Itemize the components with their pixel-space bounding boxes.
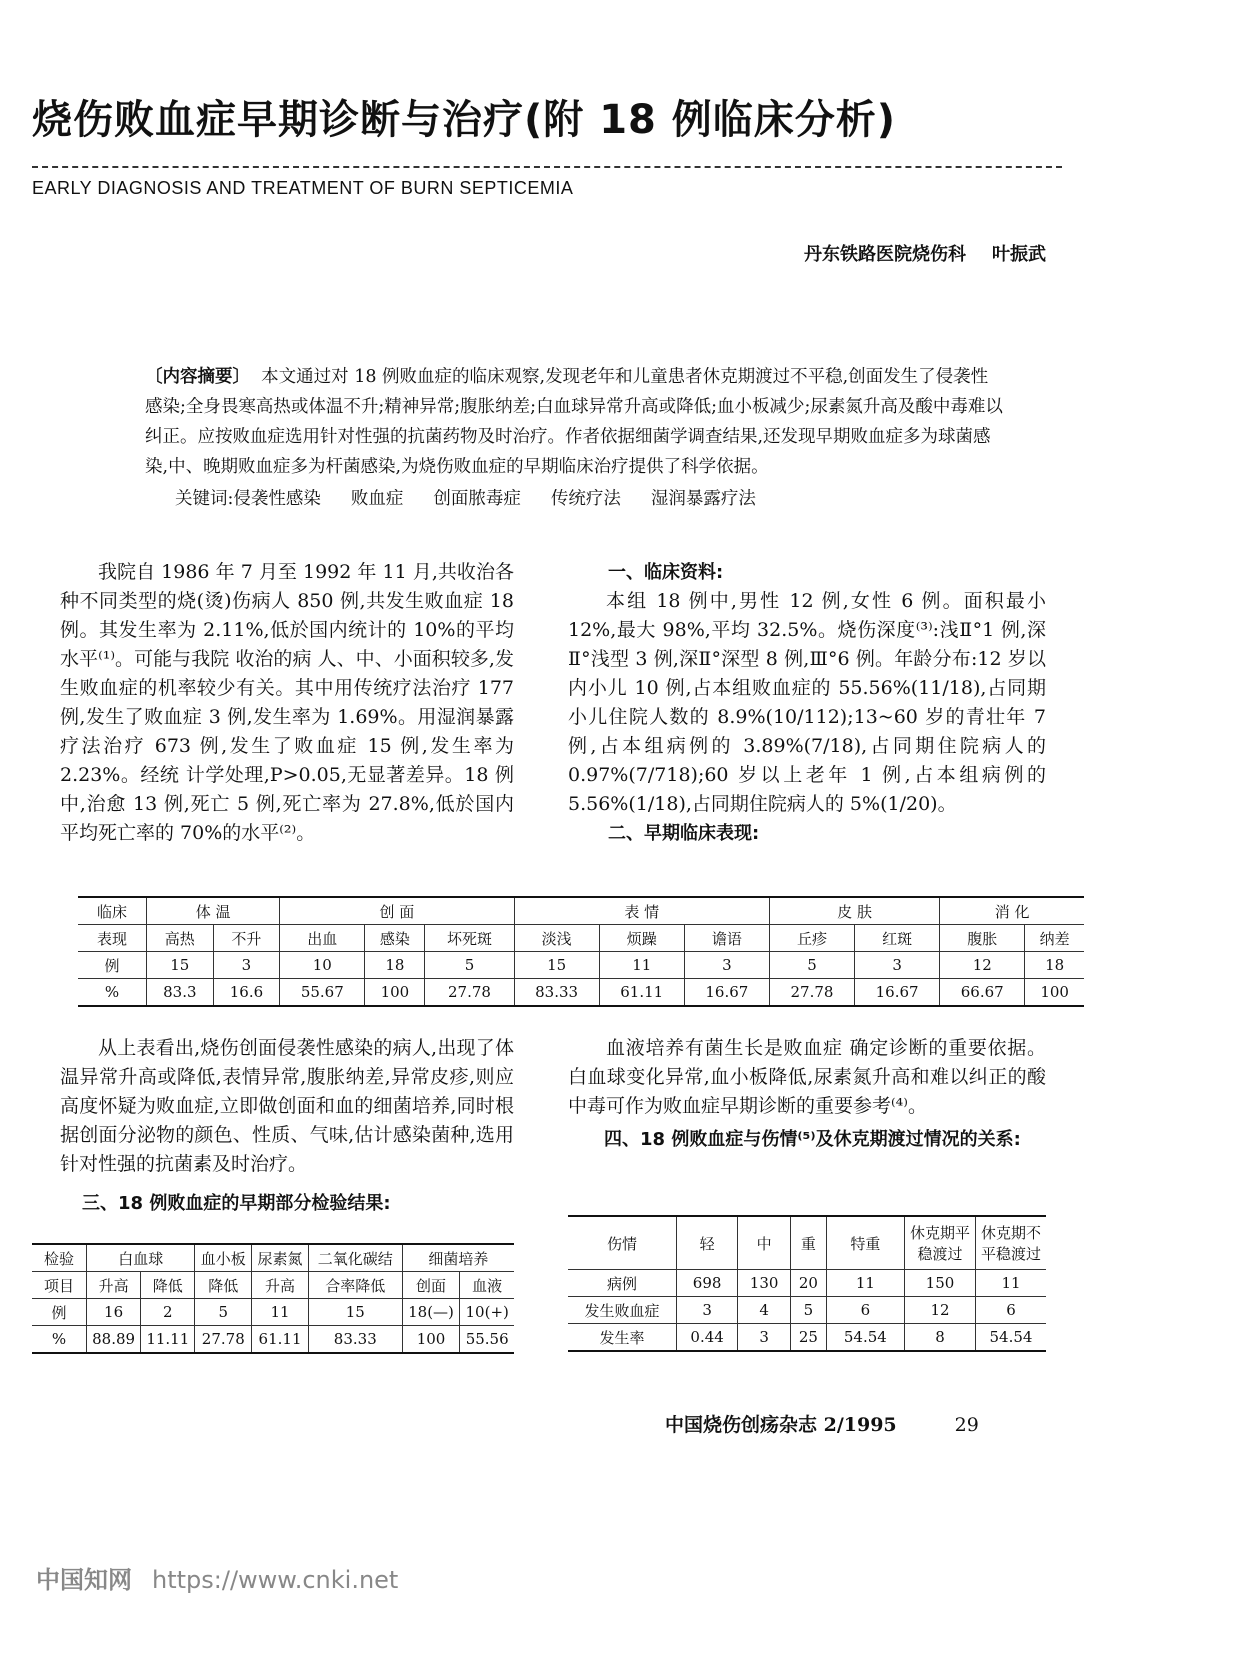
table-cell: 升高	[87, 1272, 141, 1299]
table-cell: 纳差	[1025, 925, 1084, 952]
table-cell: 出血	[280, 925, 365, 952]
table-cell: 淡浅	[514, 925, 599, 952]
clinical-signs-table	[78, 896, 1084, 1007]
table-cell: 698	[677, 1270, 738, 1297]
table-cell: 88.89	[87, 1326, 141, 1354]
table-cell: 150	[905, 1270, 976, 1297]
table-cell: 16	[87, 1299, 141, 1326]
english-title: EARLY DIAGNOSIS AND TREATMENT OF BURN SEPTICEMIA	[32, 178, 574, 198]
table-cell: 腹胀	[940, 925, 1025, 952]
table-cell: 61.11	[599, 979, 684, 1007]
row-header: 病例	[568, 1270, 677, 1297]
table-cell: 中	[738, 1216, 791, 1270]
lab-results-table	[32, 1243, 514, 1354]
group-header: 创 面	[280, 897, 514, 925]
watermark-url[interactable]: https://www.cnki.net	[152, 1566, 399, 1594]
table-cell: 27.78	[195, 1326, 252, 1354]
table-cell: 11	[826, 1270, 904, 1297]
row-header: 例	[32, 1299, 87, 1326]
table-cell: 休克期平稳渡过	[905, 1216, 976, 1270]
table-cell: 12	[905, 1297, 976, 1324]
row-header: 检验	[43, 1249, 74, 1268]
table-cell: 130	[738, 1270, 791, 1297]
keyword: 败血症	[350, 489, 404, 509]
table-cell: 升高	[252, 1272, 309, 1299]
table-cell: 坏死斑	[425, 925, 514, 952]
table-cell: 54.54	[976, 1324, 1047, 1352]
group-header: 白血球	[87, 1244, 195, 1272]
table-cell: 创面	[402, 1272, 460, 1299]
table-cell: 6	[826, 1297, 904, 1324]
table-cell: 100	[402, 1326, 460, 1354]
watermark-brand: 中国知网	[36, 1566, 132, 1594]
page-footer	[665, 1410, 979, 1437]
section-4-heading: 四、18 例败血症与伤情⁽⁵⁾及休克期渡过情况的关系:	[604, 1129, 1021, 1150]
title-rule	[32, 166, 1062, 168]
page-title: 烧伤败血症早期诊断与治疗(附 18 例临床分析)	[32, 97, 897, 143]
table-cell: 感染	[365, 925, 425, 952]
table-cell: 27.78	[769, 979, 854, 1007]
table-cell: 55.67	[280, 979, 365, 1007]
table-cell: 16.67	[684, 979, 769, 1007]
table-cell: 15	[514, 952, 599, 979]
table-cell: 25	[790, 1324, 826, 1352]
abstract	[145, 362, 1005, 514]
table-cell: 15	[147, 952, 214, 979]
table-cell: 54.54	[826, 1324, 904, 1352]
group-header: 消 化	[940, 897, 1084, 925]
table-cell: 83.33	[514, 979, 599, 1007]
group-header: 二氧化碳结	[308, 1244, 402, 1272]
journal-name: 中国烧伤创疡杂志 2/1995	[665, 1414, 897, 1436]
row-header: 伤情	[606, 1234, 637, 1253]
section-2-heading: 二、早期临床表现:	[608, 823, 760, 844]
table-cell: 0.44	[677, 1324, 738, 1352]
table-cell: 谵语	[684, 925, 769, 952]
keyword: 创面脓毒症	[433, 489, 521, 509]
table-cell: 20	[790, 1270, 826, 1297]
table-cell: 血液	[460, 1272, 514, 1299]
table-cell: 降低	[141, 1272, 195, 1299]
table-cell: 16.6	[213, 979, 280, 1007]
table-cell: 3	[684, 952, 769, 979]
table-cell: 100	[365, 979, 425, 1007]
table-cell: 11.11	[141, 1326, 195, 1354]
table-cell: 18	[365, 952, 425, 979]
table-cell: 11	[599, 952, 684, 979]
discussion-paragraph: 从上表看出,烧伤创面侵袭性感染的病人,出现了体温异常升高或降低,表情异常,腹胀纳差,异常皮疹,则应高度怀疑为败血症,立即做创面和血的细菌培养,同时根据创面分泌物的颜色、性质、气味,估计感染菌种,选用针对性强的抗菌素及时治疗。	[60, 1037, 514, 1175]
table-cell: 红斑	[855, 925, 940, 952]
table-cell: 合率降低	[308, 1272, 402, 1299]
table-cell: 11	[976, 1270, 1047, 1297]
table-cell: 休克期不平稳渡过	[976, 1216, 1047, 1270]
page-number: 29	[954, 1414, 979, 1436]
discussion-column-right	[568, 1034, 1046, 1154]
table-cell: 5	[195, 1299, 252, 1326]
author-name: 叶振武	[992, 244, 1046, 265]
keywords	[145, 484, 1005, 514]
table-cell: 轻	[677, 1216, 738, 1270]
table-cell: 重	[790, 1216, 826, 1270]
group-header: 皮 肤	[769, 897, 939, 925]
section-3-heading: 三、18 例败血症的早期部分检验结果:	[82, 1193, 391, 1214]
table-cell: 烦躁	[599, 925, 684, 952]
table-cell: 5	[769, 952, 854, 979]
row-header: 例	[78, 952, 147, 979]
table-cell: 55.56	[460, 1326, 514, 1354]
row-header: 表现	[78, 925, 147, 952]
group-header: 血小板	[195, 1244, 252, 1272]
diagnosis-paragraph: 血液培养有菌生长是败血症 确定诊断的重要依据。白血球变化异常,血小板降低,尿素氮升高和难以纠正的酸中毒可作为败血症早期诊断的重要参考⁽⁴⁾。	[568, 1037, 1046, 1117]
table-cell: 8	[905, 1324, 976, 1352]
section-1-heading: 一、临床资料:	[608, 562, 724, 583]
author-affiliation: 丹东铁路医院烧伤科	[804, 244, 966, 265]
table-cell: 3	[738, 1324, 791, 1352]
author-line	[804, 240, 1046, 266]
table-cell: 66.67	[940, 979, 1025, 1007]
group-header: 细菌培养	[402, 1244, 514, 1272]
table-cell: 3	[677, 1297, 738, 1324]
row-header: %	[32, 1326, 87, 1354]
row-header: 临床	[96, 902, 127, 921]
row-header: 项目	[32, 1272, 87, 1299]
keywords-label: 关键词:	[175, 489, 234, 509]
row-header: 发生率	[568, 1324, 677, 1352]
group-header: 尿素氮	[252, 1244, 309, 1272]
abstract-text: 本文通过对 18 例败血症的临床观察,发现老年和儿童患者休克期渡过不平稳,创面发生了侵袭性感染;全身畏寒高热或体温不升;精神异常;腹胀纳差;白血球异常升高或降低;血小板减少;尿素氮升高及酸中毒难以纠正。应按败血症选用针对性强的抗菌药物及时治疗。作者依据细菌学调查结果,还发现早期败血症多为球菌感染,中、晚期败血症多为杆菌感染,为烧伤败血症的早期临床治疗提供了科学依据。	[145, 367, 1003, 477]
table-cell: 18(—)	[402, 1299, 460, 1326]
table-cell: 高热	[147, 925, 214, 952]
table-cell: 83.3	[147, 979, 214, 1007]
keyword: 传统疗法	[550, 489, 621, 509]
table-cell: 特重	[826, 1216, 904, 1270]
table-cell: 12	[940, 952, 1025, 979]
abstract-label: 〔内容摘要〕	[145, 367, 250, 387]
discussion-column-left	[60, 1034, 514, 1218]
table-cell: 83.33	[308, 1326, 402, 1354]
table-cell: 4	[738, 1297, 791, 1324]
table-cell: 10(+)	[460, 1299, 514, 1326]
table-cell: 降低	[195, 1272, 252, 1299]
section-1-text: 本组 18 例中,男性 12 例,女性 6 例。面积最小 12%,最大 98%,平均 32.5%。烧伤深度⁽³⁾:浅Ⅱ°1 例,深Ⅱ°浅型 3 例,深Ⅱ°深型 8 例,Ⅲ°6 例。年龄分布:12 岁以内小儿 10 例,占本组败血症的 55.56%(11/18),占同期小儿住院人数的 8.9%(10/112);13~60 岁的青壮年 7 例,占本组病例的 3.89%(7/18),占同期住院病人的 0.97%(7/718);60 岁以上老年 1 例,占本组病例的 5.56%(1/18),占同期住院病人的 5%(1/20)。	[568, 590, 1046, 815]
table-cell: 16.67	[855, 979, 940, 1007]
table-cell: 3	[855, 952, 940, 979]
group-header: 体 温	[147, 897, 280, 925]
table-cell: 100	[1025, 979, 1084, 1007]
keyword: 侵袭性感染	[233, 489, 321, 509]
row-header: %	[78, 979, 147, 1007]
row-header: 发生败血症	[568, 1297, 677, 1324]
table-cell: 27.78	[425, 979, 514, 1007]
table-cell: 5	[425, 952, 514, 979]
severity-table	[568, 1215, 1046, 1352]
group-header: 表 情	[514, 897, 769, 925]
intro-column	[60, 558, 514, 848]
table-cell: 3	[213, 952, 280, 979]
table-cell: 61.11	[252, 1326, 309, 1354]
table-cell: 5	[790, 1297, 826, 1324]
keyword: 湿润暴露疗法	[650, 489, 756, 509]
table-cell: 10	[280, 952, 365, 979]
table-cell: 15	[308, 1299, 402, 1326]
table-cell: 6	[976, 1297, 1047, 1324]
clinical-column	[568, 558, 1046, 848]
intro-paragraph: 我院自 1986 年 7 月至 1992 年 11 月,共收治各种不同类型的烧(烫)伤病人 850 例,共发生败血症 18 例。其发生率为 2.11%,低於国内统计的 10%的平均水平⁽¹⁾。可能与我院 收治的病 人、中、小面积较多,发生败血症的机率较少有关。其中用传统疗法治疗 177 例,发生了败血症 3 例,发生率为 1.69%。用湿润暴露疗法治疗 673 例,发生了败血症 15 例,发生率为 2.23%。经统 计学处理,P>0.05,无显著差异。18 例中,治愈 13 例,死亡 5 例,死亡率为 27.8%,低於国内平均死亡率的 70%的水平⁽²⁾。	[60, 561, 514, 844]
table-cell: 18	[1025, 952, 1084, 979]
table-cell: 2	[141, 1299, 195, 1326]
watermark	[36, 1560, 398, 1595]
table-cell: 11	[252, 1299, 309, 1326]
table-cell: 不升	[213, 925, 280, 952]
table-cell: 丘疹	[769, 925, 854, 952]
